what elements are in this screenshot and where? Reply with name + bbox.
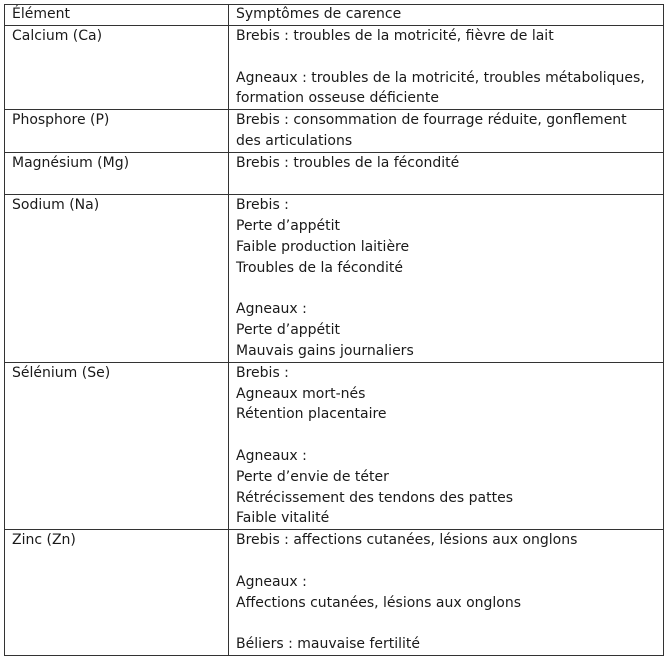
element-name: Phosphore (P) xyxy=(12,112,110,129)
blank-line xyxy=(236,47,663,68)
symptom-line: Perte d’envie de téter xyxy=(236,468,389,485)
table-row xyxy=(5,195,664,362)
symptom-line: Agneaux : xyxy=(236,301,307,318)
symptoms-cell xyxy=(229,110,664,153)
symptom-line: formation osseuse déficiente xyxy=(236,90,439,107)
element-cell xyxy=(5,530,229,656)
blank-line xyxy=(236,613,663,634)
header-element: Élément xyxy=(5,5,229,26)
symptom-line: Brebis : troubles de la fécondité xyxy=(236,154,460,171)
element-cell xyxy=(5,152,229,195)
table-header-row xyxy=(5,5,664,26)
symptom-line: Rétrécissement des tendons des pattes xyxy=(236,489,513,506)
element-name: Sélénium (Se) xyxy=(12,364,111,381)
symptoms-cell xyxy=(229,152,664,195)
symptoms-cell xyxy=(229,530,664,656)
symptom-line: Faible production laitière xyxy=(236,238,410,255)
symptom-line: Agneaux : xyxy=(236,573,307,590)
element-name: Sodium (Na) xyxy=(12,197,100,214)
symptom-line: Brebis : troubles de la motricité, fièvre de lait xyxy=(236,28,554,44)
symptom-line: Brebis : affections cutanées, lésions aux onglons xyxy=(236,532,578,549)
symptom-line: Faible vitalité xyxy=(236,510,330,527)
symptoms-cell xyxy=(229,195,664,362)
symptom-line: Rétention placentaire xyxy=(236,406,387,423)
blank-line xyxy=(236,174,663,195)
symptom-line: Perte d’appétit xyxy=(236,218,341,235)
symptoms-cell xyxy=(229,362,664,529)
symptom-line: Mauvais gains journaliers xyxy=(236,342,414,359)
table-row xyxy=(5,26,664,110)
element-cell xyxy=(5,26,229,110)
symptoms-cell xyxy=(229,26,664,110)
symptom-line: Brebis : xyxy=(236,364,289,381)
element-cell xyxy=(5,362,229,529)
symptom-line: Brebis : consommation de fourrage réduite, gonflement xyxy=(236,112,627,129)
table-row xyxy=(5,110,664,153)
element-name: Magnésium (Mg) xyxy=(12,154,130,171)
symptom-line: Affections cutanées, lésions aux onglons xyxy=(236,594,522,611)
element-name: Zinc (Zn) xyxy=(12,532,76,549)
deficiency-symptoms-table xyxy=(4,4,664,656)
symptom-line: Perte d’appétit xyxy=(236,322,341,339)
blank-line xyxy=(236,425,663,446)
symptom-line: Agneaux mort-nés xyxy=(236,385,366,402)
symptom-line: Agneaux : troubles de la motricité, troubles métaboliques, xyxy=(236,69,645,86)
table-row xyxy=(5,362,664,529)
blank-line xyxy=(236,551,663,572)
table-row xyxy=(5,152,664,195)
table-row xyxy=(5,530,664,656)
table-body xyxy=(5,26,664,656)
symptom-line: Agneaux : xyxy=(236,447,307,464)
element-name: Calcium (Ca) xyxy=(12,28,103,44)
element-cell xyxy=(5,195,229,362)
symptom-line: Brebis : xyxy=(236,197,289,214)
symptom-line: Troubles de la fécondité xyxy=(236,259,403,276)
symptom-line: Béliers : mauvaise fertilité xyxy=(236,636,421,653)
element-cell xyxy=(5,110,229,153)
header-symptoms: Symptômes de carence xyxy=(229,5,664,26)
blank-line xyxy=(236,279,663,300)
symptom-line: des articulations xyxy=(236,132,353,149)
